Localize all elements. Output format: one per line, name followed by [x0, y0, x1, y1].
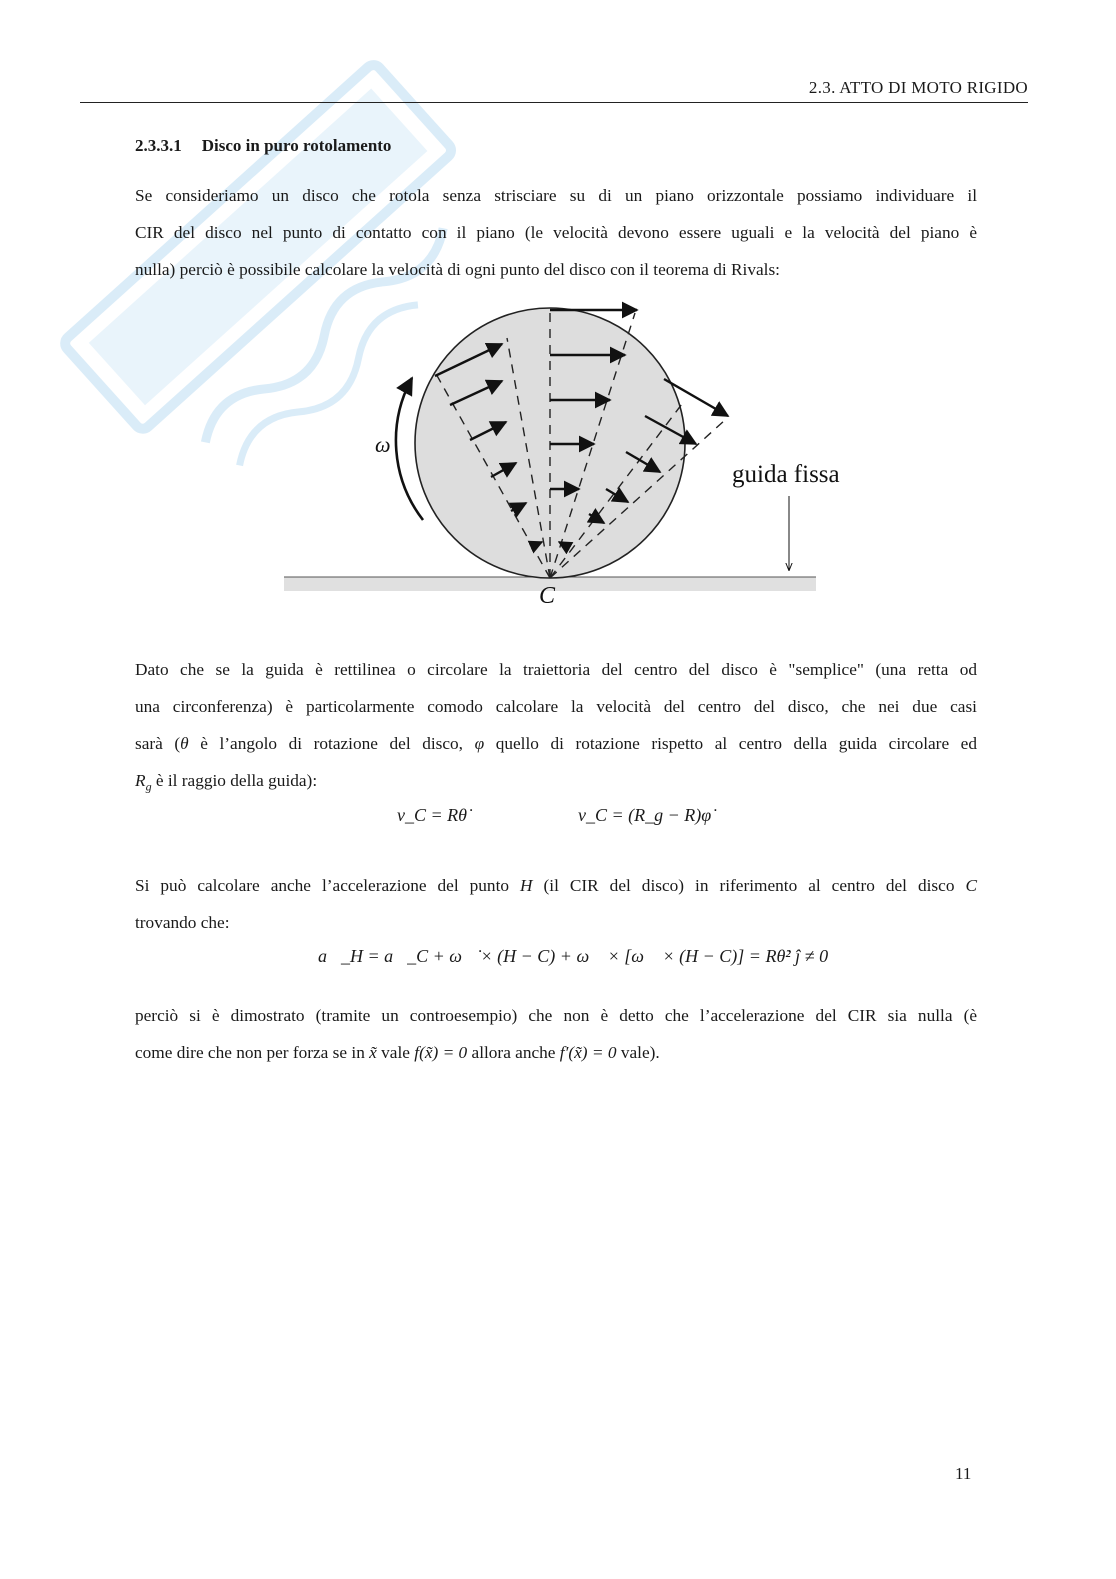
paragraph-center-velocity: [135, 651, 977, 805]
page-number: 11: [955, 1464, 972, 1483]
paragraph-center-velocity-line-3: [135, 725, 977, 762]
theta-symbol: θ: [180, 734, 189, 753]
point-c-symbol: C: [965, 876, 977, 895]
section-title: Disco in puro rotolamento: [201, 136, 392, 155]
equation-acceleration-cir: a⃗_H = a⃗_C + ω⃗̇ × (H − C) + ω⃗ × [ω⃗ × (H − C)] = Rθ̇² ĵ ≠ 0⃗: [318, 946, 843, 966]
guide-radius-subscript: g: [145, 779, 152, 794]
text-fragment: è l’angolo di rotazione del disco,: [188, 734, 475, 753]
f-prime-expression: f′(x̃) = 0: [559, 1043, 617, 1062]
paragraph-intro: [135, 177, 977, 288]
text-fragment: come dire che non per forza se in: [135, 1043, 370, 1062]
section-number: 2.3.3.1: [135, 136, 182, 155]
phi-symbol: φ: [474, 734, 485, 753]
paragraph-intro-line-1: Se consideriamo un disco che rotola senza strisciare su di un piano orizzontale possiamo individuare il: [135, 186, 977, 205]
omega-label: ω: [375, 432, 391, 457]
equation-center-velocity-circular: v_C = (R_g − R)φ̇: [578, 805, 712, 825]
paragraph-acceleration-line-2: trovando che:: [135, 913, 230, 932]
text-fragment: (il CIR del disco) in riferimento al centro del disco: [532, 876, 966, 895]
guide-label: guida fissa: [732, 461, 840, 488]
running-header-title: 2.3. ATTO DI MOTO RIGIDO: [808, 78, 1028, 97]
text-fragment: allora anche: [467, 1043, 560, 1062]
text-fragment: vale: [376, 1043, 415, 1062]
point-h-symbol: H: [520, 876, 533, 895]
contact-point-label: C: [539, 583, 556, 609]
text-fragment: quello di rotazione rispetto al centro della guida circolare ed: [484, 734, 977, 753]
x-tilde-symbol: x̃: [369, 1043, 377, 1062]
paragraph-conclusion-line-2: [135, 1034, 977, 1071]
paragraph-intro-line-3: nulla) perciò è possibile calcolare la velocità di ogni punto del disco con il teorema di Rivals:: [135, 260, 780, 279]
rolling-disk-figure: [280, 300, 850, 610]
guide-radius-symbol: R: [135, 771, 146, 790]
paragraph-center-velocity-line-4: [135, 762, 977, 805]
paragraph-intro-line-2: CIR del disco nel punto di contatto con il piano (le velocità devono essere uguali e la velocità del piano è: [135, 223, 977, 242]
paragraph-acceleration-line-1: [135, 867, 977, 904]
paragraph-center-velocity-line-1: Dato che se la guida è rettilinea o circolare la traiettoria del centro del disco è "semplice" (una retta od: [135, 660, 977, 679]
text-fragment: Si può calcolare anche l’accelerazione del punto: [135, 876, 521, 895]
text-fragment: è il raggio della guida):: [151, 771, 318, 790]
equation-center-velocity-straight: v_C = Rθ̇: [397, 805, 467, 825]
section-heading: [135, 136, 391, 156]
paragraph-conclusion-line-1: perciò si è dimostrato (tramite un controesempio) che non è detto che l’accelerazione del CIR sia nulla (è: [135, 1006, 977, 1025]
paragraph-center-velocity-line-2: una circonferenza) è particolarmente comodo calcolare la velocità del centro del disco, che nei due casi: [135, 697, 977, 716]
text-fragment: sarà (: [135, 734, 181, 753]
paragraph-conclusion: [135, 997, 977, 1071]
text-fragment: vale).: [616, 1043, 660, 1062]
f-of-x-expression: f(x̃) = 0: [414, 1043, 468, 1062]
paragraph-acceleration: [135, 867, 977, 941]
running-header: [80, 78, 1028, 103]
